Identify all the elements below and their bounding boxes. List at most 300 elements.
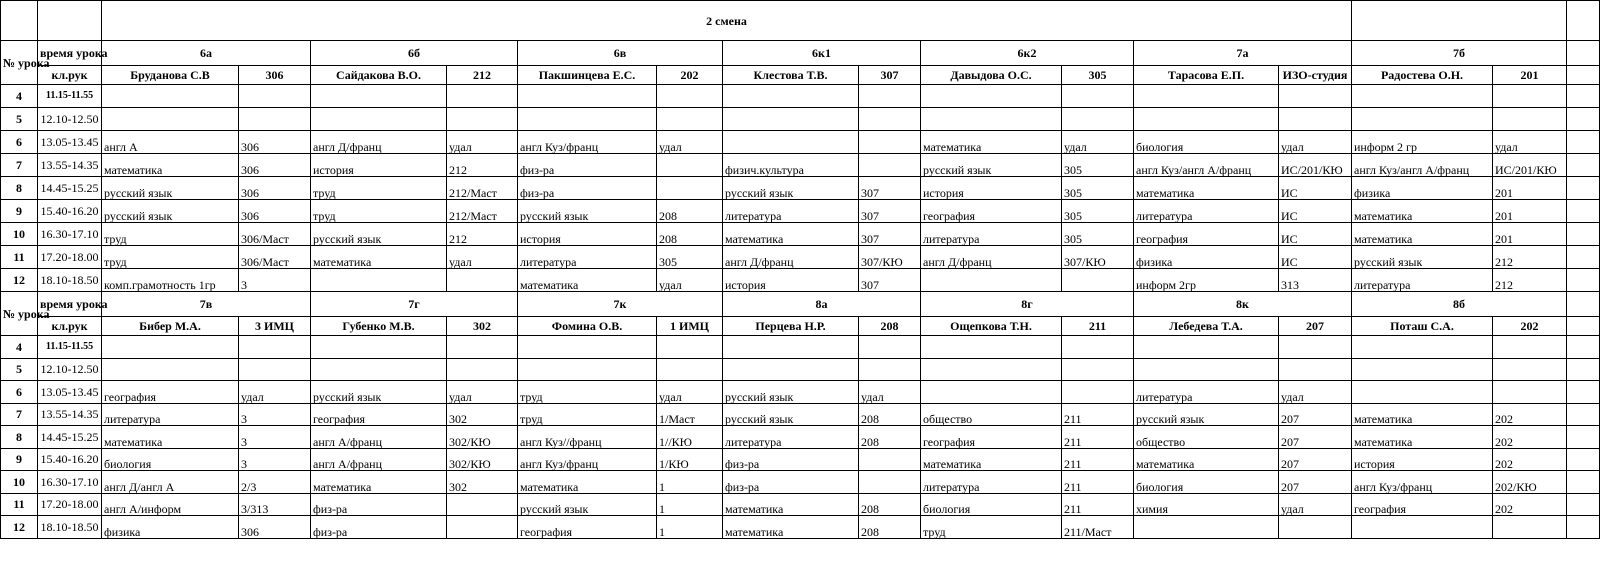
room-cell: 302 <box>447 471 518 494</box>
subject-cell <box>1352 358 1493 381</box>
room-cell: 305 <box>1062 154 1134 177</box>
lesson-row <box>1 131 1600 154</box>
lesson-number: 8 <box>1 426 38 449</box>
room-cell <box>657 85 723 108</box>
corner-cell-b <box>38 1 102 41</box>
room-cell <box>859 131 921 154</box>
lesson-row <box>1 493 1600 516</box>
subject-cell: англ Куз//франц <box>518 426 657 449</box>
title-edge-cell <box>1567 1 1600 41</box>
lesson-number: 12 <box>1 269 38 292</box>
room-cell: 2/3 <box>239 471 311 494</box>
room-cell: 201 <box>1493 223 1567 246</box>
subject-cell: труд <box>102 246 239 269</box>
subject-cell: англ Куз/франц <box>1352 471 1493 494</box>
lesson-time: 18.10-18.50 <box>38 516 102 539</box>
subject-cell: англ Д/франц <box>921 246 1062 269</box>
lesson-time: 12.10-12.50 <box>38 108 102 131</box>
subject-cell: физич.культура <box>723 154 859 177</box>
class-header-row <box>1 292 1600 317</box>
subject-cell <box>1352 336 1493 359</box>
subject-cell: математика <box>1352 200 1493 223</box>
subject-cell: математика <box>723 493 859 516</box>
class-name-1-5: 8к <box>1134 292 1352 317</box>
lesson-row <box>1 246 1600 269</box>
corner-cell-a <box>1 1 38 41</box>
subject-cell: труд <box>921 516 1062 539</box>
class-name-0-0: 6а <box>102 41 311 66</box>
room-cell <box>859 108 921 131</box>
room-cell: удал <box>447 381 518 404</box>
subject-cell: физика <box>102 516 239 539</box>
subject-cell <box>921 85 1062 108</box>
room-cell <box>859 154 921 177</box>
room-cell: 306 <box>239 154 311 177</box>
teacher-name-0-6: Радостева О.Н. <box>1352 66 1493 85</box>
subject-cell: география <box>311 403 447 426</box>
class-name-1-2: 7к <box>518 292 723 317</box>
lesson-row <box>1 471 1600 494</box>
room-cell: 211 <box>1062 471 1134 494</box>
edge-cell <box>1567 131 1600 154</box>
homeroom-1-1: 302 <box>447 317 518 336</box>
room-cell: 201 <box>1493 200 1567 223</box>
room-cell: 306 <box>239 200 311 223</box>
subject-cell <box>518 108 657 131</box>
teacher-name-1-4: Ощепкова Т.Н. <box>921 317 1062 336</box>
room-cell: 307 <box>859 200 921 223</box>
lesson-row <box>1 177 1600 200</box>
room-cell <box>1062 381 1134 404</box>
subject-cell <box>1352 85 1493 108</box>
teacher-name-0-1: Сайдакова В.О. <box>311 66 447 85</box>
subject-cell: биология <box>1134 131 1279 154</box>
subject-cell: математика <box>921 448 1062 471</box>
subject-cell <box>311 85 447 108</box>
subject-cell: физ-ра <box>311 493 447 516</box>
room-cell: удал <box>1279 493 1352 516</box>
title-side-cell <box>1352 1 1567 41</box>
room-cell <box>859 471 921 494</box>
room-cell: 306/Маст <box>239 246 311 269</box>
room-cell <box>239 336 311 359</box>
subject-cell: труд <box>311 200 447 223</box>
subject-cell: англ Д/англ А <box>102 471 239 494</box>
room-cell: 1/Маст <box>657 403 723 426</box>
subject-cell: математика <box>1352 403 1493 426</box>
lesson-row <box>1 223 1600 246</box>
lesson-number-header: № урока <box>1 292 38 336</box>
subject-cell: математика <box>518 471 657 494</box>
room-cell: 306 <box>239 131 311 154</box>
teacher-name-0-5: Тарасова Е.П. <box>1134 66 1279 85</box>
subject-cell: история <box>311 154 447 177</box>
homeroom-0-3: 307 <box>859 66 921 85</box>
subject-cell: общество <box>1134 426 1279 449</box>
room-cell: удал <box>657 381 723 404</box>
edge-cell <box>1567 426 1600 449</box>
subject-cell <box>723 108 859 131</box>
lesson-row <box>1 358 1600 381</box>
lesson-time: 14.45-15.25 <box>38 426 102 449</box>
subject-cell: литература <box>723 426 859 449</box>
room-cell: ИС <box>1279 177 1352 200</box>
edge-cell <box>1567 336 1600 359</box>
room-cell: 3 <box>239 403 311 426</box>
subject-cell <box>921 381 1062 404</box>
subject-cell <box>311 336 447 359</box>
room-cell: 207 <box>1279 426 1352 449</box>
lesson-time: 16.30-17.10 <box>38 223 102 246</box>
homeroom-0-4: 305 <box>1062 66 1134 85</box>
room-cell: 202 <box>1493 403 1567 426</box>
subject-cell: англ Куз/англ А/франц <box>1352 154 1493 177</box>
edge-cell <box>1567 292 1600 317</box>
subject-cell: математика <box>518 269 657 292</box>
room-cell <box>1279 336 1352 359</box>
room-cell <box>1493 358 1567 381</box>
room-cell: 208 <box>859 493 921 516</box>
homeroom-1-2: 1 ИМЦ <box>657 317 723 336</box>
room-cell: 302/КЮ <box>447 426 518 449</box>
subject-cell <box>1352 516 1493 539</box>
subject-cell: общество <box>921 403 1062 426</box>
lesson-number: 9 <box>1 200 38 223</box>
class-name-0-1: 6б <box>311 41 518 66</box>
lesson-time: 13.05-13.45 <box>38 381 102 404</box>
room-cell: 211 <box>1062 493 1134 516</box>
room-cell: 202 <box>1493 426 1567 449</box>
lesson-number: 6 <box>1 131 38 154</box>
subject-cell: биология <box>921 493 1062 516</box>
subject-cell <box>723 85 859 108</box>
subject-cell: математика <box>102 426 239 449</box>
room-cell: ИС <box>1279 223 1352 246</box>
lesson-time: 16.30-17.10 <box>38 471 102 494</box>
lesson-row <box>1 381 1600 404</box>
lesson-number: 10 <box>1 471 38 494</box>
lesson-time: 13.55-14.35 <box>38 403 102 426</box>
subject-cell: физ-ра <box>723 471 859 494</box>
lesson-time: 18.10-18.50 <box>38 269 102 292</box>
schedule-body <box>1 1 1600 539</box>
room-cell <box>1493 85 1567 108</box>
lesson-time-header: время урока <box>38 41 102 66</box>
subject-cell: труд <box>102 223 239 246</box>
class-name-0-3: 6к1 <box>723 41 921 66</box>
subject-cell: русский язык <box>723 381 859 404</box>
subject-cell: физ-ра <box>518 177 657 200</box>
room-cell <box>1493 516 1567 539</box>
class-name-1-4: 8г <box>921 292 1134 317</box>
room-cell: 307 <box>859 177 921 200</box>
subject-cell <box>723 358 859 381</box>
room-cell <box>447 516 518 539</box>
room-cell: 211 <box>1062 403 1134 426</box>
subject-cell: русский язык <box>921 154 1062 177</box>
edge-cell <box>1567 200 1600 223</box>
lesson-row <box>1 403 1600 426</box>
room-cell: удал <box>1493 131 1567 154</box>
subject-cell: литература <box>102 403 239 426</box>
subject-cell: математика <box>1134 177 1279 200</box>
room-cell <box>447 358 518 381</box>
lesson-number: 8 <box>1 177 38 200</box>
subject-cell <box>1134 358 1279 381</box>
room-cell <box>1493 108 1567 131</box>
lesson-number-header: № урока <box>1 41 38 85</box>
room-cell <box>859 85 921 108</box>
lesson-number: 7 <box>1 403 38 426</box>
subject-cell: география <box>1352 493 1493 516</box>
subject-cell: математика <box>1352 426 1493 449</box>
lesson-number: 10 <box>1 223 38 246</box>
class-header-row <box>1 41 1600 66</box>
room-cell: 212/Маст <box>447 200 518 223</box>
room-cell: 201 <box>1493 177 1567 200</box>
room-cell <box>1279 516 1352 539</box>
room-cell: 211 <box>1062 448 1134 471</box>
subject-cell <box>102 358 239 381</box>
subject-cell <box>311 358 447 381</box>
room-cell <box>447 108 518 131</box>
subject-cell <box>921 269 1062 292</box>
subject-cell: физ-ра <box>311 516 447 539</box>
room-cell: удал <box>657 131 723 154</box>
edge-cell <box>1567 269 1600 292</box>
lesson-row <box>1 85 1600 108</box>
edge-cell <box>1567 358 1600 381</box>
subject-cell <box>723 336 859 359</box>
room-cell: 208 <box>657 200 723 223</box>
subject-cell: география <box>921 200 1062 223</box>
edge-cell <box>1567 493 1600 516</box>
subject-cell: англ А <box>102 131 239 154</box>
subject-cell: русский язык <box>723 403 859 426</box>
lesson-number: 11 <box>1 493 38 516</box>
subject-cell: комп.грамотность 1гр <box>102 269 239 292</box>
room-cell: ИС/201/КЮ <box>1493 154 1567 177</box>
room-cell <box>1062 108 1134 131</box>
room-cell <box>1279 108 1352 131</box>
lesson-number: 5 <box>1 358 38 381</box>
subject-cell: труд <box>518 403 657 426</box>
room-cell: удал <box>1279 381 1352 404</box>
subject-cell: литература <box>1134 381 1279 404</box>
room-cell: 313 <box>1279 269 1352 292</box>
lesson-number: 5 <box>1 108 38 131</box>
room-cell: 1 <box>657 493 723 516</box>
edge-cell <box>1567 223 1600 246</box>
edge-cell <box>1567 246 1600 269</box>
room-cell <box>657 154 723 177</box>
subject-cell: математика <box>921 131 1062 154</box>
edge-cell <box>1567 317 1600 336</box>
subject-cell: физ-ра <box>518 154 657 177</box>
subject-cell <box>1134 108 1279 131</box>
lesson-row <box>1 154 1600 177</box>
subject-cell: англ А/франц <box>311 426 447 449</box>
teacher-row <box>1 66 1600 85</box>
subject-cell: англ А/франц <box>311 448 447 471</box>
class-name-1-0: 7в <box>102 292 311 317</box>
room-cell: удал <box>447 246 518 269</box>
room-cell <box>657 358 723 381</box>
subject-cell: история <box>723 269 859 292</box>
room-cell <box>859 358 921 381</box>
subject-cell: география <box>518 516 657 539</box>
edge-cell <box>1567 403 1600 426</box>
subject-cell: англ Куз/франц <box>518 131 657 154</box>
subject-cell: англ Д/франц <box>311 131 447 154</box>
room-cell <box>859 448 921 471</box>
edge-cell <box>1567 381 1600 404</box>
room-cell: 207 <box>1279 448 1352 471</box>
subject-cell: русский язык <box>311 223 447 246</box>
class-name-1-6: 8б <box>1352 292 1567 317</box>
homeroom-1-6: 202 <box>1493 317 1567 336</box>
teacher-name-1-2: Фомина О.В. <box>518 317 657 336</box>
room-cell <box>657 336 723 359</box>
subject-cell <box>1134 85 1279 108</box>
teacher-name-1-6: Поташ С.А. <box>1352 317 1493 336</box>
subject-cell: труд <box>311 177 447 200</box>
subject-cell <box>1352 381 1493 404</box>
teacher-name-0-3: Клестова Т.В. <box>723 66 859 85</box>
title-row <box>1 1 1600 41</box>
subject-cell: русский язык <box>518 200 657 223</box>
room-cell: 208 <box>859 403 921 426</box>
room-cell <box>657 177 723 200</box>
subject-cell <box>518 358 657 381</box>
room-cell: 306/Маст <box>239 223 311 246</box>
subject-cell: география <box>921 426 1062 449</box>
page-title: 2 смена <box>102 1 1352 41</box>
room-cell: 207 <box>1279 471 1352 494</box>
lesson-time: 15.40-16.20 <box>38 200 102 223</box>
subject-cell: химия <box>1134 493 1279 516</box>
subject-cell: англ А/информ <box>102 493 239 516</box>
subject-cell: англ Куз/англ А/франц <box>1134 154 1279 177</box>
subject-cell: русский язык <box>311 381 447 404</box>
lesson-time: 11.15-11.55 <box>38 336 102 359</box>
class-name-0-5: 7а <box>1134 41 1352 66</box>
homeroom-1-5: 207 <box>1279 317 1352 336</box>
room-cell: 302 <box>447 403 518 426</box>
class-teacher-header: кл.рук <box>38 317 102 336</box>
subject-cell: русский язык <box>102 177 239 200</box>
room-cell <box>239 358 311 381</box>
subject-cell <box>921 336 1062 359</box>
lesson-time-header: время урока <box>38 292 102 317</box>
homeroom-0-0: 306 <box>239 66 311 85</box>
room-cell <box>1062 85 1134 108</box>
room-cell: 1//КЮ <box>657 426 723 449</box>
homeroom-1-3: 208 <box>859 317 921 336</box>
room-cell: 208 <box>859 516 921 539</box>
room-cell <box>1062 358 1134 381</box>
subject-cell: информ 2 гр <box>1352 131 1493 154</box>
room-cell: 307/КЮ <box>1062 246 1134 269</box>
lesson-number: 4 <box>1 85 38 108</box>
room-cell <box>1279 85 1352 108</box>
lesson-time: 13.55-14.35 <box>38 154 102 177</box>
homeroom-0-6: 201 <box>1493 66 1567 85</box>
class-name-0-6: 7б <box>1352 41 1567 66</box>
subject-cell <box>102 336 239 359</box>
lesson-row <box>1 269 1600 292</box>
room-cell: 3 <box>239 426 311 449</box>
room-cell: удал <box>1279 131 1352 154</box>
room-cell <box>1062 336 1134 359</box>
subject-cell: литература <box>1352 269 1493 292</box>
lesson-time: 11.15-11.55 <box>38 85 102 108</box>
class-name-0-2: 6в <box>518 41 723 66</box>
room-cell: удал <box>239 381 311 404</box>
homeroom-0-5: ИЗО-студия <box>1279 66 1352 85</box>
room-cell: 1 <box>657 516 723 539</box>
room-cell: 302/КЮ <box>447 448 518 471</box>
subject-cell: математика <box>723 223 859 246</box>
lesson-time: 13.05-13.45 <box>38 131 102 154</box>
room-cell: 305 <box>657 246 723 269</box>
edge-cell <box>1567 448 1600 471</box>
edge-cell <box>1567 85 1600 108</box>
subject-cell: биология <box>102 448 239 471</box>
room-cell: удал <box>657 269 723 292</box>
lesson-time: 14.45-15.25 <box>38 177 102 200</box>
room-cell <box>447 269 518 292</box>
subject-cell <box>311 269 447 292</box>
room-cell <box>239 85 311 108</box>
edge-cell <box>1567 41 1600 66</box>
edge-cell <box>1567 66 1600 85</box>
room-cell: 307/КЮ <box>859 246 921 269</box>
room-cell: удал <box>859 381 921 404</box>
lesson-row <box>1 426 1600 449</box>
lesson-number: 11 <box>1 246 38 269</box>
teacher-name-1-1: Губенко М.В. <box>311 317 447 336</box>
room-cell: 305 <box>1062 177 1134 200</box>
class-name-1-3: 8а <box>723 292 921 317</box>
room-cell <box>239 108 311 131</box>
lesson-time: 17.20-18.00 <box>38 246 102 269</box>
subject-cell: литература <box>723 200 859 223</box>
subject-cell: англ Куз/франц <box>518 448 657 471</box>
room-cell: ИС <box>1279 246 1352 269</box>
lesson-number: 4 <box>1 336 38 359</box>
subject-cell <box>723 131 859 154</box>
room-cell: 306 <box>239 177 311 200</box>
subject-cell: русский язык <box>1352 246 1493 269</box>
lesson-row <box>1 200 1600 223</box>
room-cell: ИС/201/КЮ <box>1279 154 1352 177</box>
teacher-name-0-0: Бруданова С.В <box>102 66 239 85</box>
subject-cell: литература <box>1134 200 1279 223</box>
room-cell: 211/Маст <box>1062 516 1134 539</box>
subject-cell <box>311 108 447 131</box>
teacher-name-1-5: Лебедева Т.А. <box>1134 317 1279 336</box>
edge-cell <box>1567 471 1600 494</box>
room-cell: 1/КЮ <box>657 448 723 471</box>
teacher-name-1-0: Бибер М.А. <box>102 317 239 336</box>
subject-cell <box>921 108 1062 131</box>
teacher-name-0-2: Пакшинцева Е.С. <box>518 66 657 85</box>
subject-cell <box>518 85 657 108</box>
lesson-row <box>1 336 1600 359</box>
homeroom-1-0: 3 ИМЦ <box>239 317 311 336</box>
room-cell: 212 <box>447 223 518 246</box>
